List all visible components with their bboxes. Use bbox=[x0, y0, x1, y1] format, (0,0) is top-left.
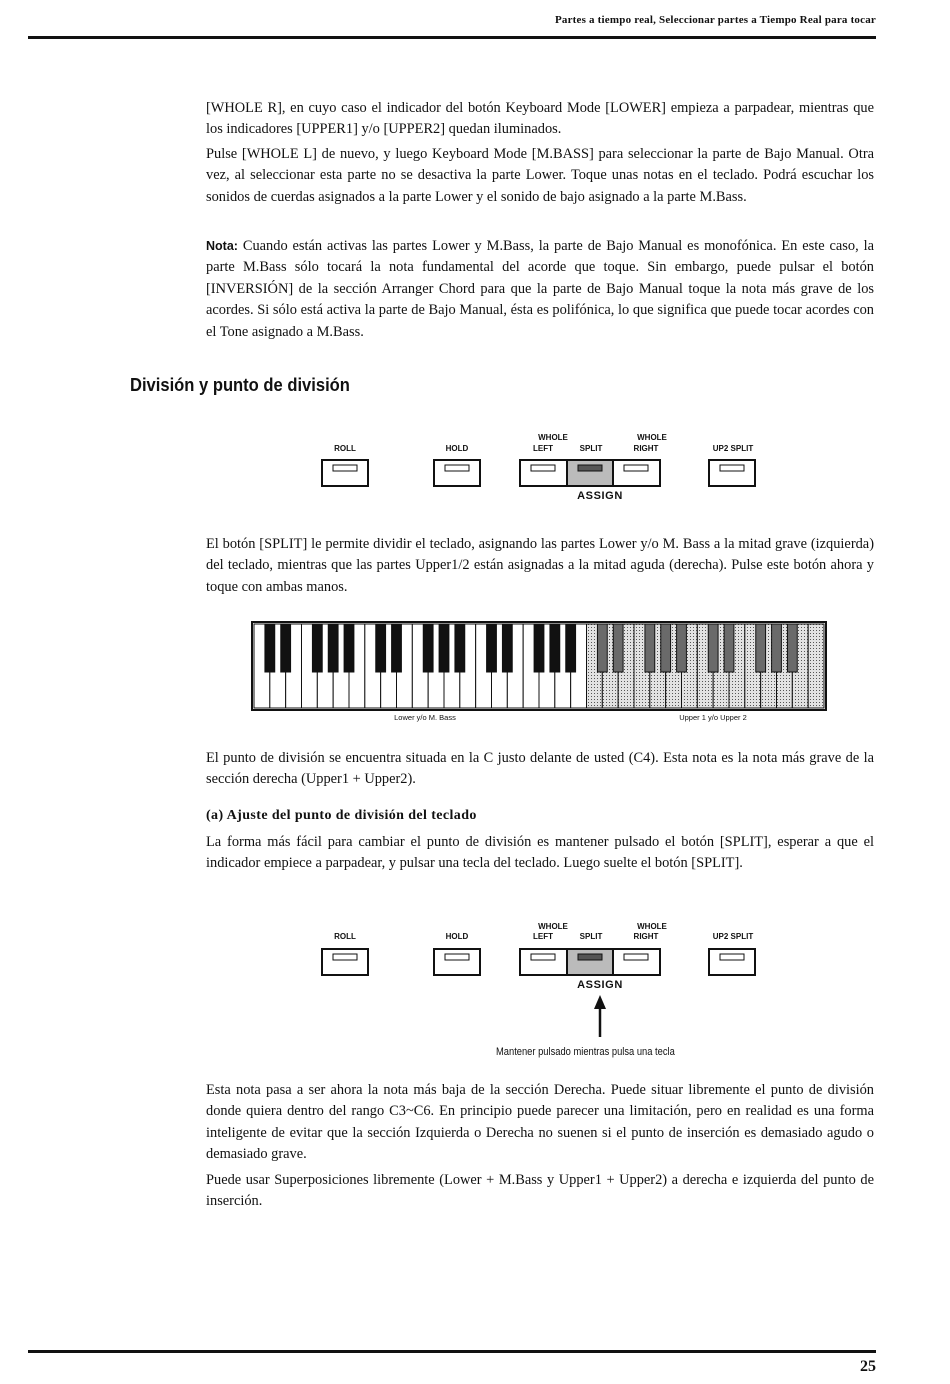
black-key[interactable] bbox=[455, 624, 465, 672]
paragraph-7: Puede usar Superposiciones libremente (Lower + M.Bass y Upper1 + Upper2) a derecha e izquierda del punto de inserción. bbox=[206, 1172, 874, 1210]
black-key[interactable] bbox=[376, 624, 386, 672]
black-key[interactable] bbox=[328, 624, 338, 672]
whole-right-label-top: WHOLE bbox=[637, 922, 667, 931]
hold-caption: Mantener pulsado mientras pulsa una tecla bbox=[496, 1046, 675, 1058]
black-key[interactable] bbox=[708, 624, 718, 672]
hold-label: HOLD bbox=[445, 444, 469, 453]
up2-split-label: UP2 SPLIT bbox=[712, 932, 754, 941]
black-key[interactable] bbox=[392, 624, 402, 672]
whole-left-label-top: WHOLE bbox=[538, 433, 568, 442]
black-key[interactable] bbox=[787, 624, 797, 672]
arrow-up-icon bbox=[594, 995, 606, 1009]
assign-label: ASSIGN bbox=[577, 979, 623, 991]
left-section-label: Lower y/o M. Bass bbox=[394, 713, 456, 722]
running-header: Partes a tiempo real, Seleccionar partes a Tiempo Real para tocar bbox=[554, 14, 876, 26]
paragraph-4: El punto de división se encuentra situada en la C justo delante de usted (C4). Esta nota es la nota más grave de la sección derecha (Upper1 + Upper2). bbox=[206, 750, 874, 788]
up2-split-indicator bbox=[720, 954, 744, 960]
black-key[interactable] bbox=[423, 624, 433, 672]
black-key[interactable] bbox=[566, 624, 576, 672]
black-key[interactable] bbox=[439, 624, 449, 672]
black-key[interactable] bbox=[534, 624, 544, 672]
paragraph-5: La forma más fácil para cambiar el punto de división es mantener pulsado el botón [SPLIT], esperar a que el indicador empiece a parpadear, y pulsar una tecla del teclado. Luego suelte el botón [SPLIT]. bbox=[206, 834, 874, 872]
black-key[interactable] bbox=[550, 624, 560, 672]
whole-right-button[interactable] bbox=[613, 949, 660, 975]
section-heading: División y punto de división bbox=[130, 375, 350, 395]
up2-split-label: UP2 SPLIT bbox=[712, 444, 754, 453]
whole-left-button[interactable] bbox=[520, 949, 567, 975]
hold-button[interactable] bbox=[434, 949, 480, 975]
assign-label: ASSIGN bbox=[577, 490, 623, 502]
black-key[interactable] bbox=[265, 624, 275, 672]
whole-right-label-bottom: RIGHT bbox=[633, 932, 659, 941]
note-label: Nota: bbox=[206, 239, 238, 253]
black-key[interactable] bbox=[756, 624, 766, 672]
roll-label: ROLL bbox=[334, 444, 356, 453]
black-key[interactable] bbox=[661, 624, 671, 672]
split-label: SPLIT bbox=[579, 932, 603, 941]
paragraph-3: El botón [SPLIT] le permite dividir el teclado, asignando las partes Lower y/o M. Bass a la mitad grave (izquierda) del teclado, mientras que las partes Upper1/2 están asignadas a la mitad aguda (derecha). Pulse este botón ahora y toque con ambas manos. bbox=[206, 536, 874, 595]
black-key[interactable] bbox=[772, 624, 782, 672]
black-key[interactable] bbox=[281, 624, 291, 672]
right-section-label: Upper 1 y/o Upper 2 bbox=[679, 713, 747, 722]
page-number: 25 bbox=[860, 1358, 876, 1375]
button-panel-2 bbox=[0, 915, 950, 1045]
hold-label: HOLD bbox=[445, 932, 469, 941]
black-key[interactable] bbox=[487, 624, 497, 672]
black-key[interactable] bbox=[344, 624, 354, 672]
black-key[interactable] bbox=[724, 624, 734, 672]
paragraph-2: Pulse [WHOLE L] de nuevo, y luego Keyboard Mode [M.BASS] para seleccionar la parte de Bajo Manual. Otra vez, al seleccionar esta parte no se desactiva la parte Lower. Toque unas notas en el teclado. Podrá escuchar los sonidos de cuerdas asignados a la parte Lower y el sonido de bajo asignado a la parte M.Bass. bbox=[206, 146, 874, 205]
roll-indicator bbox=[333, 954, 357, 960]
split-button[interactable] bbox=[567, 949, 613, 975]
paragraph-6: Esta nota pasa a ser ahora la nota más baja de la sección Derecha. Puede situar libremente el punto de división donde quiera dentro del rango C3~C6. En principio puede parecer una limitación, pero en realidad es una forma inteligente de evitar que la sección Izquierda o Derecha no suenen si el punto de inserción es demasiado agudo o demasiado grave. bbox=[206, 1082, 874, 1163]
subsection-heading: (a) Ajuste del punto de división del teclado bbox=[206, 808, 477, 823]
black-key[interactable] bbox=[597, 624, 607, 672]
whole-left-label-bottom: LEFT bbox=[533, 444, 553, 453]
bottom-rule bbox=[28, 1350, 876, 1353]
black-key[interactable] bbox=[502, 624, 512, 672]
black-key[interactable] bbox=[613, 624, 623, 672]
black-key[interactable] bbox=[312, 624, 322, 672]
whole-right-label-bottom: RIGHT bbox=[633, 444, 659, 453]
black-key[interactable] bbox=[677, 624, 687, 672]
split-label: SPLIT bbox=[579, 444, 603, 453]
split-indicator bbox=[578, 954, 602, 960]
roll-button[interactable] bbox=[322, 949, 368, 975]
whole-left-label-bottom: LEFT bbox=[533, 932, 553, 941]
white-key[interactable] bbox=[808, 624, 824, 708]
whole-left-indicator bbox=[531, 954, 555, 960]
up2-split-button[interactable] bbox=[709, 949, 755, 975]
hold-indicator bbox=[445, 954, 469, 960]
whole-right-label-top: WHOLE bbox=[637, 433, 667, 442]
roll-label: ROLL bbox=[334, 932, 356, 941]
black-key[interactable] bbox=[645, 624, 655, 672]
paragraph-1: [WHOLE R], en cuyo caso el indicador del botón Keyboard Mode [LOWER] empieza a parpadear, mientras que los indicadores [UPPER1] y/o [UPPER2] quedan iluminados. bbox=[206, 100, 874, 138]
whole-left-label-top: WHOLE bbox=[538, 922, 568, 931]
whole-right-indicator bbox=[624, 954, 648, 960]
note-text: Cuando están activas las partes Lower y M.Bass, la parte de Bajo Manual es monofónica. En este caso, la parte M.Bass sólo tocará la nota fundamental del acorde que toque. Sin embargo, puede pulsar el botón [INVERSIÓN] de la sección Arranger Chord para que la parte de Bajo Manual toque la nota más grave de los acordes. Si sólo está activa la parte de Bajo Manual, ésta es polifónica, lo que significa que puede tocar acordes con el Tone asignado a M.Bass. bbox=[206, 238, 874, 340]
